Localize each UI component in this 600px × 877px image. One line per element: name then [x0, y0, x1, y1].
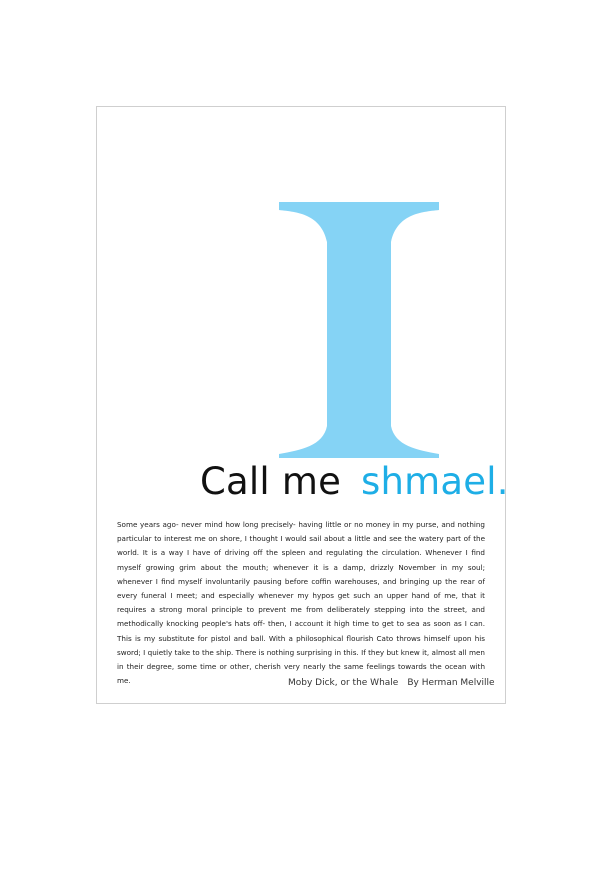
headline-lead: Call me	[200, 460, 342, 503]
credit-work: Moby Dick, or the Whale	[288, 678, 399, 688]
initial-letter-shape	[279, 202, 439, 458]
body-paragraph: Some years ago- never mind how long precisely- having little or no money in my purse, and nothing particular to interest me on shore, I thought I would sail about a little and see the watery part of the world. It is a way I have of driving off the spleen and regulating the circulation. Whenever I find myself growing grim about the mouth; whenever it is a damp, drizzly November in my soul; whenever I find myself involuntarily pausing before coffin warehouses, and bringing up the rear of every funeral I meet; and especially whenever my hypos get such an upper hand of me, that it requires a strong moral principle to prevent me from deliberately stepping into the street, and methodically knocking people's hats off- then, I account it high time to get to sea as soon as I can. This is my substitute for pistol and ball. With a philosophical flourish Cato throws himself upon his sword; I quietly take to the ship. There is nothing surprising in this. If they but knew it, almost all men in their degree, some time or other, cherish very nearly the same feelings towards the ocean with me.	[117, 520, 485, 686]
credit-line	[288, 678, 495, 688]
headline	[200, 460, 509, 504]
initial-letter-i	[279, 150, 439, 490]
credit-author: By Herman Melville	[407, 678, 495, 688]
headline-rest: shmael.	[361, 460, 509, 503]
